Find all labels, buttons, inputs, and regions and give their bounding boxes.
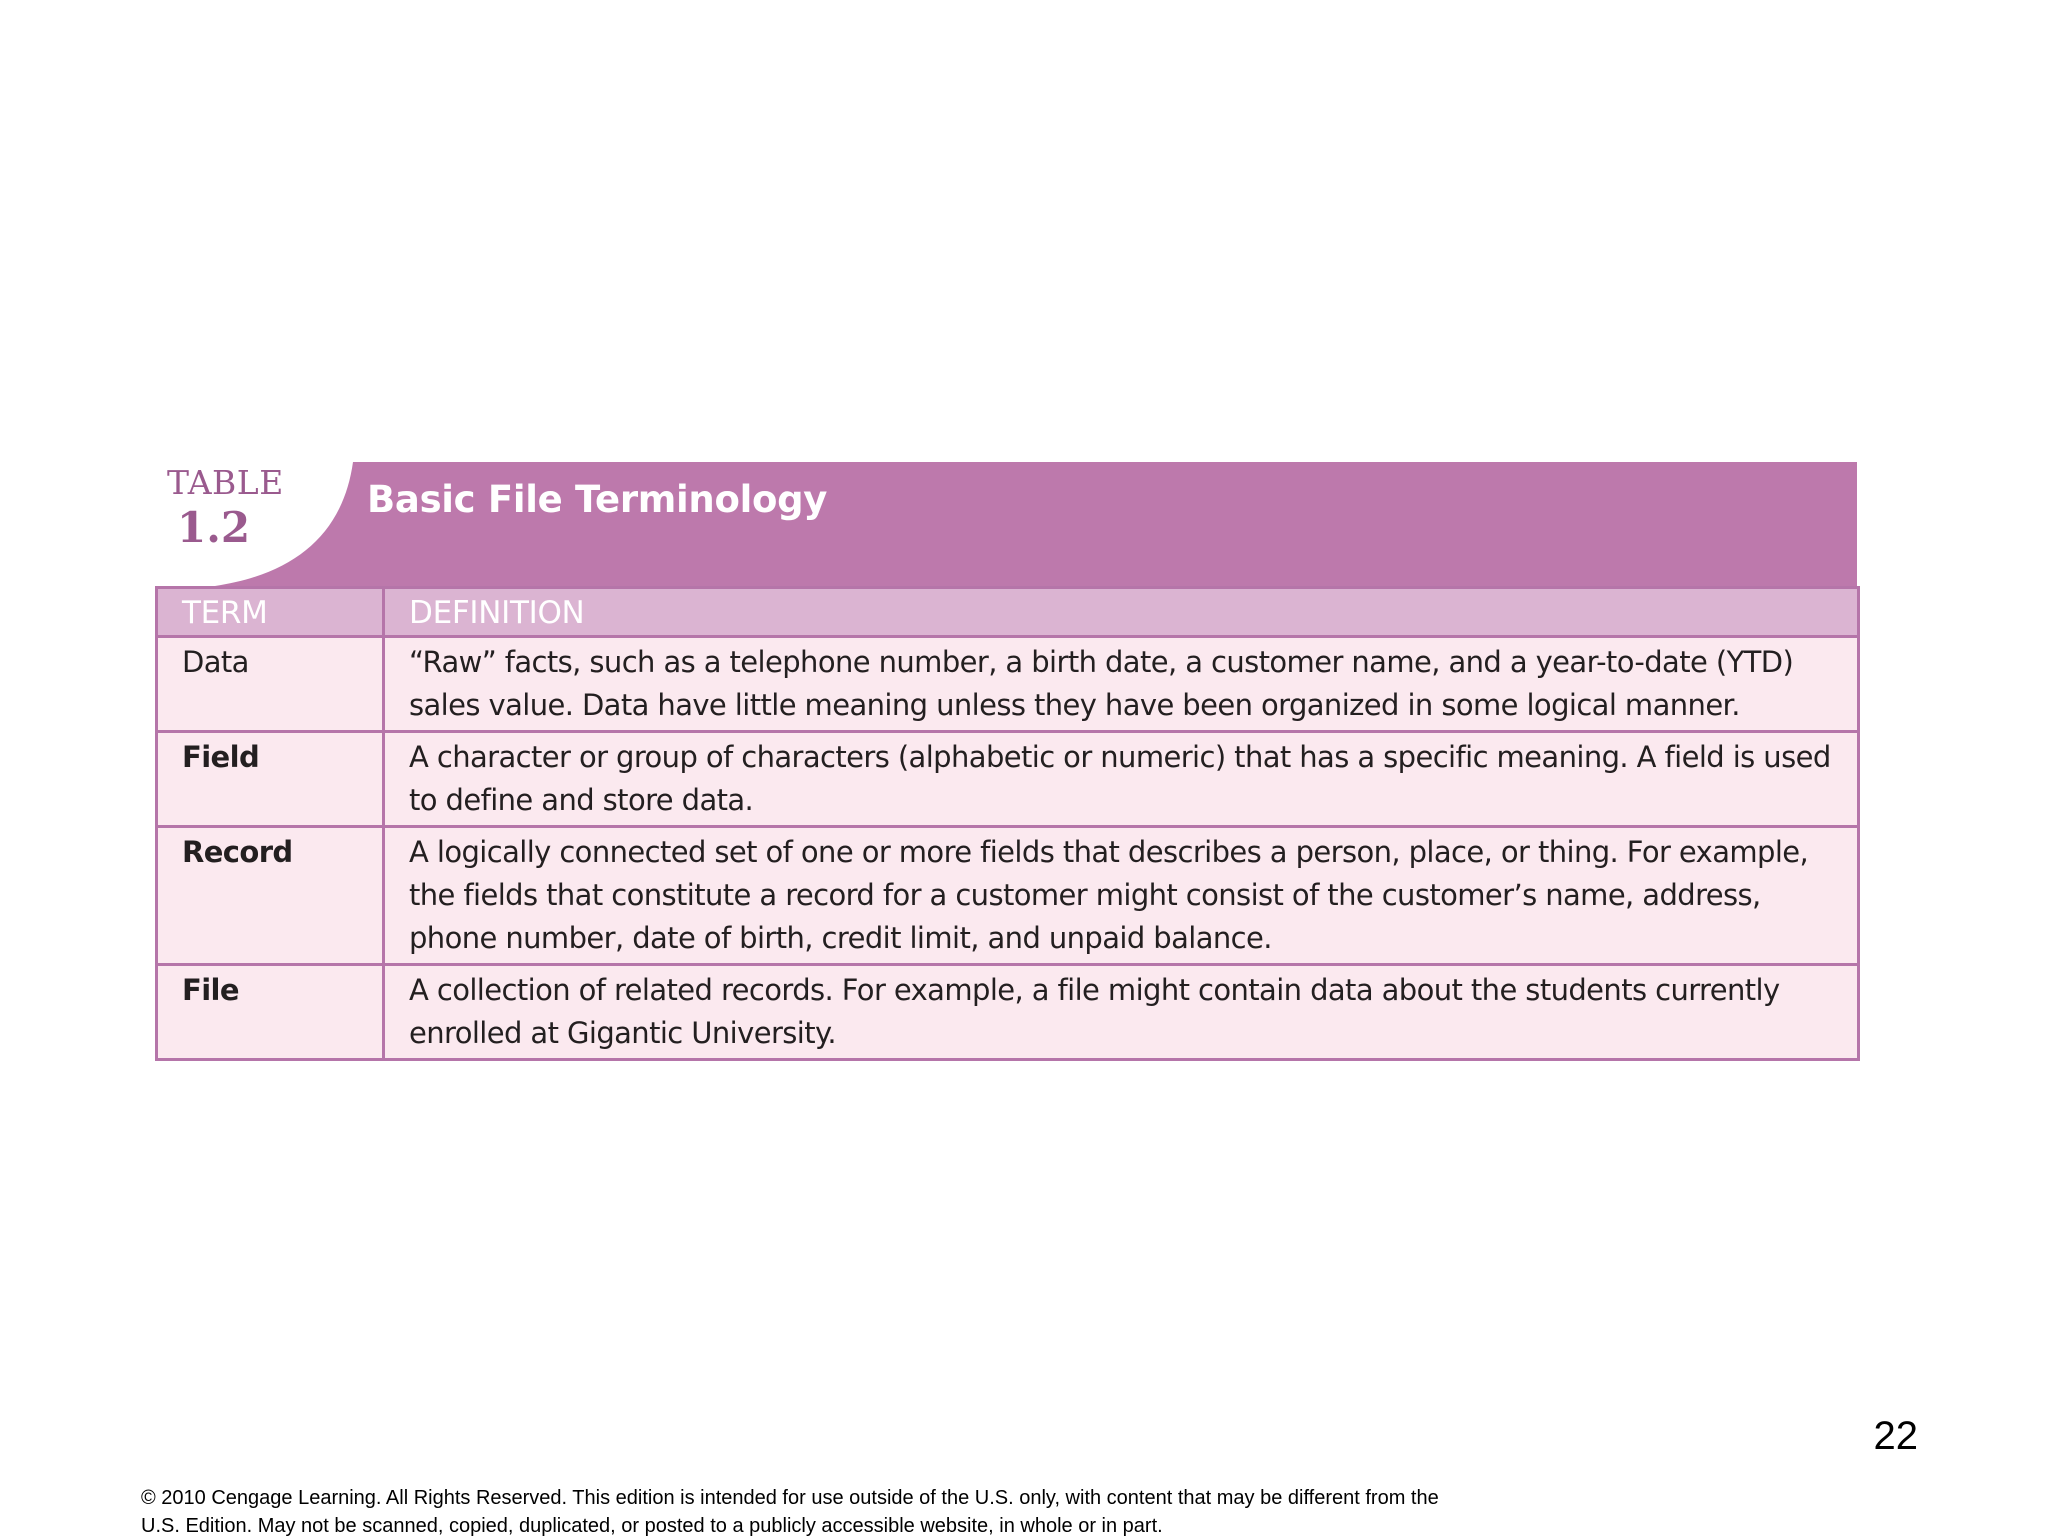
table-row <box>157 965 1859 1060</box>
term-cell: Field <box>157 732 384 827</box>
page-number: 22 <box>1873 1414 1918 1458</box>
term-cell: Data <box>157 637 384 732</box>
terminology-table <box>155 586 1860 1061</box>
table-header <box>155 462 1857 586</box>
column-header-term: TERM <box>157 588 384 637</box>
table-label-word: TABLE <box>167 463 284 502</box>
definition-cell: “Raw” facts, such as a telephone number, a birth date, a customer name, and a year-to-date (YTD) sales value. Data have little meaning unless they have been organized in some logical manner. <box>384 637 1859 732</box>
column-header-row <box>157 588 1859 637</box>
column-header-definition: DEFINITION <box>384 588 1859 637</box>
term-cell: File <box>157 965 384 1060</box>
table-row <box>157 732 1859 827</box>
table-label-number: 1.2 <box>177 503 251 552</box>
copyright-line: U.S. Edition. May not be scanned, copied, duplicated, or posted to a publicly accessible website, in whole or in part. <box>141 1515 1163 1537</box>
table-row <box>157 637 1859 732</box>
table-label <box>167 463 284 552</box>
table-figure <box>155 462 1857 1061</box>
table-row <box>157 827 1859 965</box>
definition-cell: A collection of related records. For example, a file might contain data about the students currently enrolled at Gigantic University. <box>384 965 1859 1060</box>
definition-cell: A character or group of characters (alphabetic or numeric) that has a specific meaning. A field is used to define and store data. <box>384 732 1859 827</box>
copyright-line: © 2010 Cengage Learning. All Rights Reserved. This edition is intended for use outside of the U.S. only, with content that may be different from the <box>141 1487 1439 1509</box>
table-title: Basic File Terminology <box>367 478 828 521</box>
term-cell: Record <box>157 827 384 965</box>
copyright-notice <box>141 1484 1741 1540</box>
definition-cell: A logically connected set of one or more fields that describes a person, place, or thing. For example, the fields that constitute a record for a customer might consist of the customer’s name, address, phone number, date of birth, credit limit, and unpaid balance. <box>384 827 1859 965</box>
